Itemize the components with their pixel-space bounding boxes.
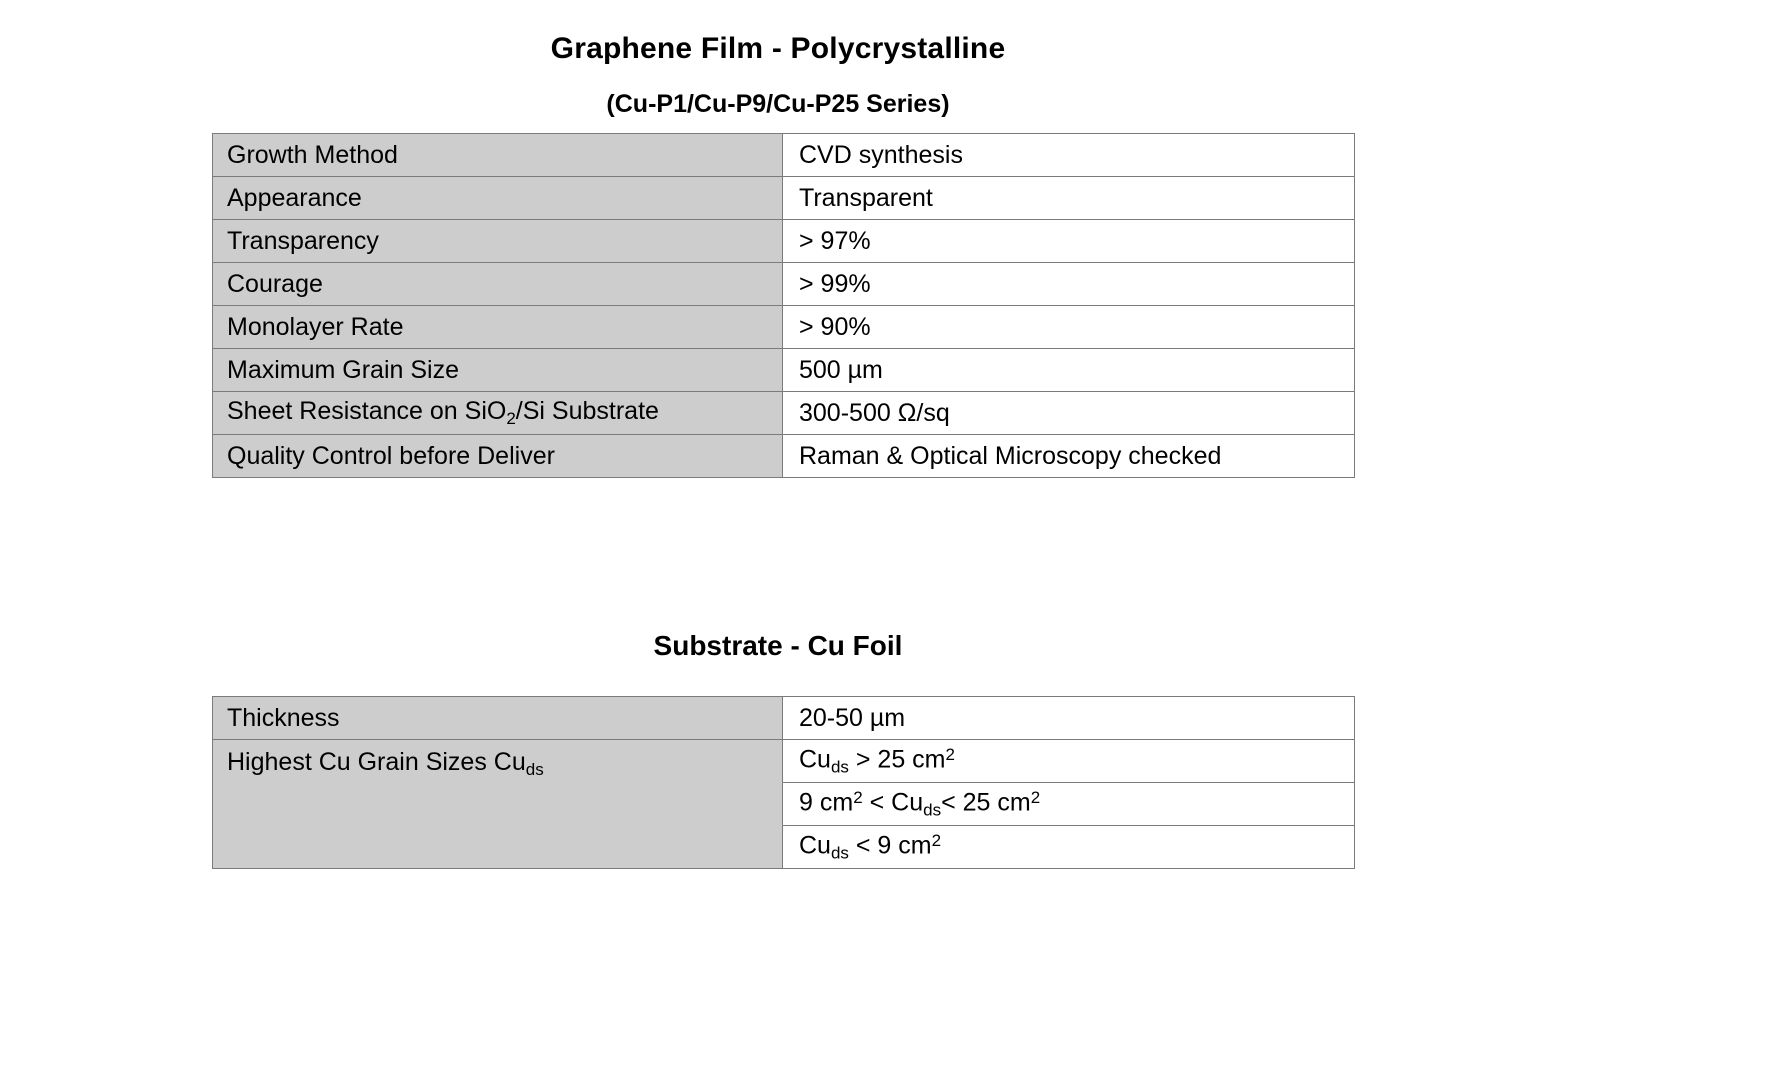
spec-value: 20-50 µm: [783, 697, 1355, 740]
spec-label: Monolayer Rate: [213, 306, 783, 349]
spec-label: Appearance: [213, 177, 783, 220]
spec-label: Growth Method: [213, 134, 783, 177]
spec-label: Sheet Resistance on SiO$_2$/Si Substrate: [213, 392, 783, 435]
table-row: [213, 263, 1355, 306]
spec-value: CVD synthesis: [783, 134, 1355, 177]
graphene-film-spec-table: [212, 133, 1355, 478]
spec-value: > 99%: [783, 263, 1355, 306]
spec-label: Transparency: [213, 220, 783, 263]
section-title: Substrate - Cu Foil: [653, 630, 903, 661]
table-row: [213, 306, 1355, 349]
table-row: [213, 349, 1355, 392]
spec-label: Maximum Grain Size: [213, 349, 783, 392]
spec-label: Highest Cu Grain Sizes $Cu_{ds}$: [213, 740, 783, 869]
spec-value: 9 $cm^2 < Cu_{ds}< 25$ $cm^2$: [783, 783, 1355, 826]
section-spacer-small: [0, 662, 1790, 696]
table-row: [213, 134, 1355, 177]
spec-value: Raman & Optical Microscopy checked: [783, 435, 1355, 478]
section-spacer: [0, 478, 1790, 630]
spec-value: Transparent: [783, 177, 1355, 220]
substrate-spec-table: [212, 696, 1355, 869]
spec-value: $Cu_{ds} > 25$ $cm^2$: [783, 740, 1355, 783]
spec-label: Quality Control before Deliver: [213, 435, 783, 478]
spec-label: Thickness: [213, 697, 783, 740]
table-row: [213, 220, 1355, 263]
spec-value: 500 µm: [783, 349, 1355, 392]
spec-value: $Cu_{ds} < 9$ $cm^2$: [783, 826, 1355, 869]
page-subtitle: (Cu-P1/Cu-P9/Cu-P25 Series): [606, 90, 950, 118]
table-row: [213, 392, 1355, 435]
table-row: [213, 435, 1355, 478]
page-title: Graphene Film - Polycrystalline: [550, 32, 1006, 65]
spec-value: 300-500 Ω/sq: [783, 392, 1355, 435]
spec-value: > 97%: [783, 220, 1355, 263]
spec-value: > 90%: [783, 306, 1355, 349]
table-row: [213, 177, 1355, 220]
spec-label: Courage: [213, 263, 783, 306]
table-row: [213, 740, 1355, 783]
table-row: [213, 697, 1355, 740]
